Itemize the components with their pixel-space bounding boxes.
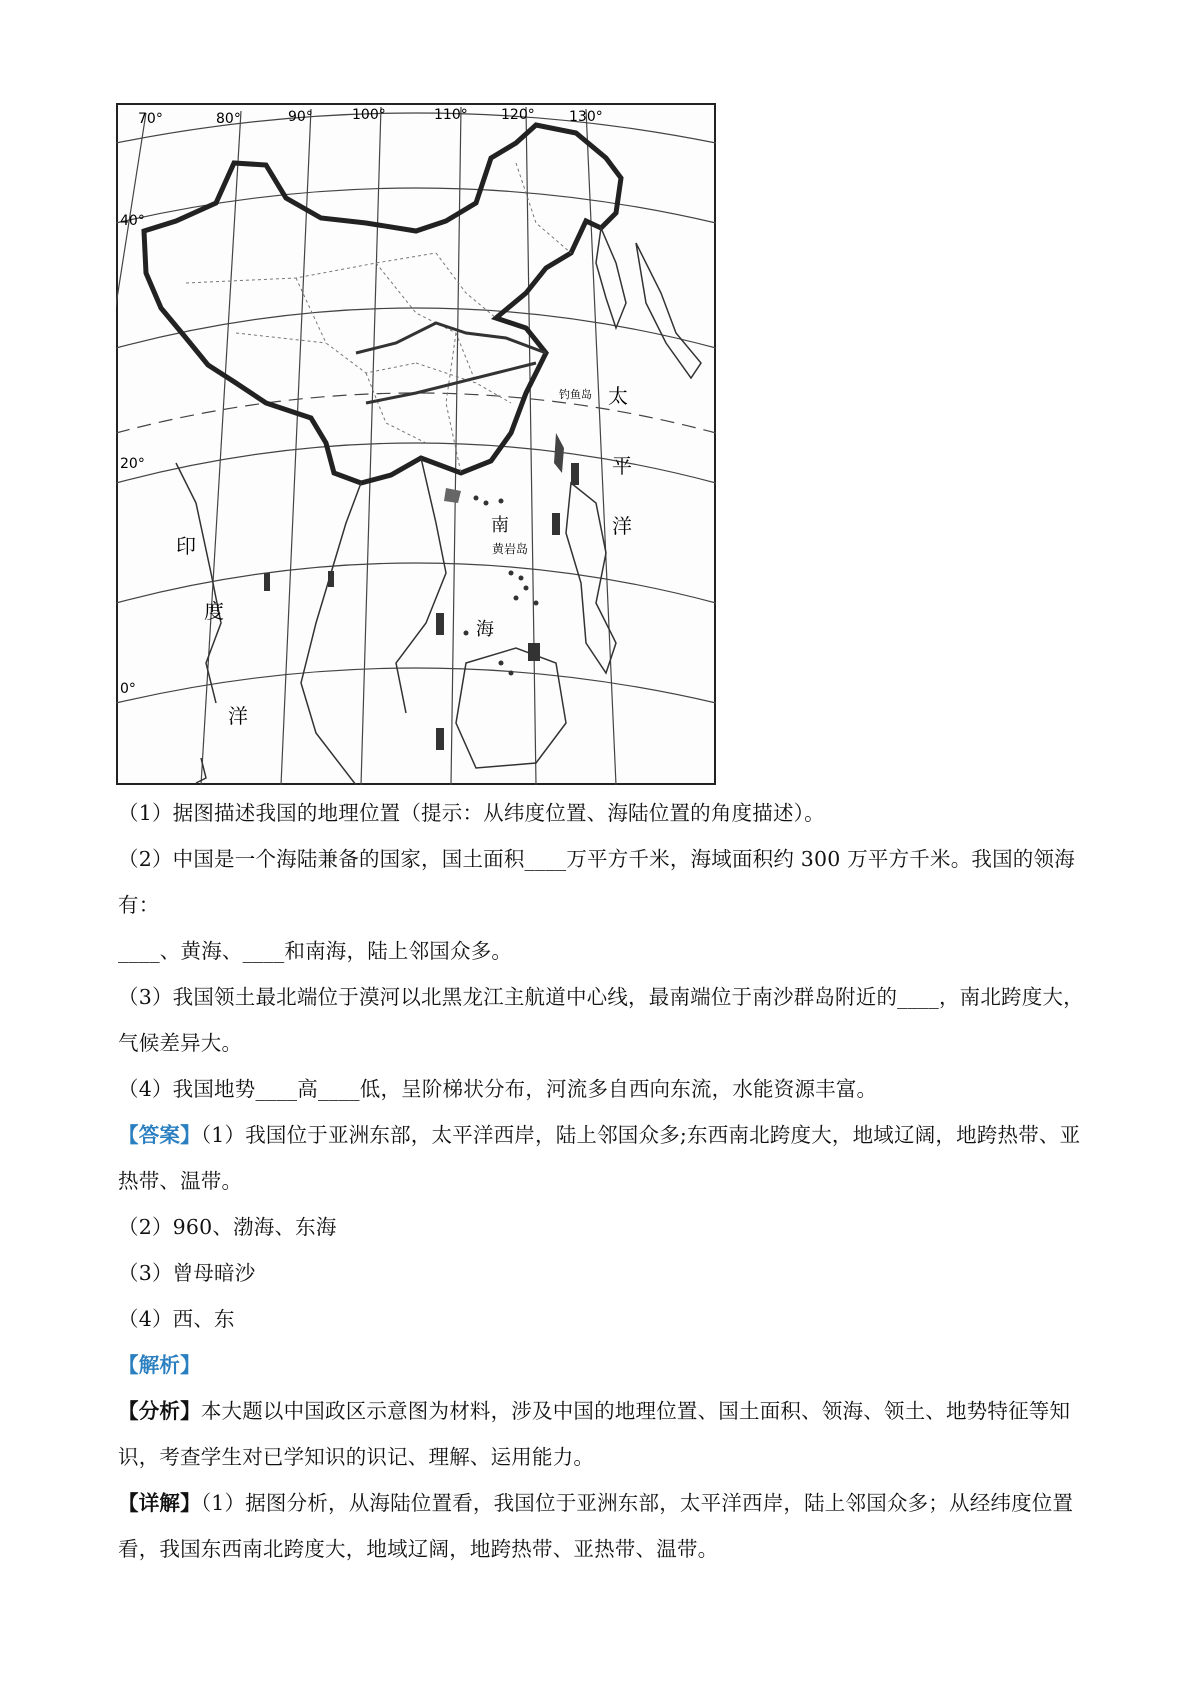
xiangjie-line-2: 看，我国东西南北跨度大，地域辽阔，地跨热带、亚热带、温带。 <box>118 1537 719 1561</box>
lon-label-130: 130° <box>569 109 603 125</box>
answer-2: （2）960、渤海、东海 <box>118 1215 337 1239</box>
lon-label-100: 100° <box>352 107 386 123</box>
label-diaoyu-island: 钓鱼岛 <box>559 388 592 401</box>
question-4: （4）我国地势____高____低，呈阶梯状分布，河流多自西向东流，水能资源丰富。 <box>118 1077 878 1101</box>
label-pacific-1: 太 <box>608 384 628 408</box>
lat-label-20: 20° <box>120 456 145 472</box>
fenxi-text: 本大题以中国政区示意图为材料，涉及中国的地理位置、国土面积、领海、领土、地势特征等知 <box>200 1399 1071 1423</box>
china-map-svg <box>116 103 716 785</box>
question-3-line-2: 气候差异大。 <box>118 1031 243 1055</box>
fenxi-tag: 【分析】 <box>118 1399 201 1423</box>
lon-label-70: 70° <box>138 111 163 127</box>
answer-1-line-2: 热带、温带。 <box>118 1169 243 1193</box>
answer-1-line-1 <box>118 1112 1108 1158</box>
label-indian-ocean-3: 洋 <box>228 704 248 728</box>
lon-label-90: 90° <box>288 109 313 125</box>
xiangjie-line-1 <box>118 1480 1108 1526</box>
answer-tag: 【答案】 <box>118 1123 201 1147</box>
label-south-sea-2: 海 <box>476 619 494 640</box>
label-indian-ocean-2: 度 <box>204 599 224 623</box>
lon-label-120: 120° <box>501 107 535 123</box>
question-2-line-2: ____、黄海、____和南海，陆上邻国众多。 <box>118 939 513 963</box>
lat-label-40: 40° <box>120 213 145 229</box>
question-2-line-1: （2）中国是一个海陆兼备的国家，国土面积____万平方千米，海域面积约 300 万平方千米。我国的领海有： <box>118 847 1075 917</box>
fenxi-line-2: 识，考查学生对已学知识的识记、理解、运用能力。 <box>118 1445 595 1469</box>
answer-3: （3）曾母暗沙 <box>118 1261 256 1285</box>
label-huangyan-island: 黄岩岛 <box>492 542 529 556</box>
china-map-figure <box>116 103 716 785</box>
answer-1-text: （1）我国位于亚洲东部，太平洋西岸，陆上邻国众多;东西南北跨度大，地域辽阔，地跨热带、亚 <box>200 1123 1081 1147</box>
question-1: （1）据图描述我国的地理位置（提示：从纬度位置、海陆位置的角度描述）。 <box>118 801 825 825</box>
label-pacific-3: 洋 <box>612 514 632 538</box>
lon-label-80: 80° <box>216 111 241 127</box>
fenxi-line-1 <box>118 1388 1108 1434</box>
answer-4: （4）西、东 <box>118 1307 235 1331</box>
analysis-tag: 【解析】 <box>118 1353 201 1377</box>
xiangjie-tag: 【详解】 <box>118 1491 201 1515</box>
label-indian-ocean-1: 印 <box>176 534 196 558</box>
label-pacific-2: 平 <box>612 454 632 478</box>
xiangjie-text: （1）据图分析，从海陆位置看，我国位于亚洲东部，太平洋西岸，陆上邻国众多；从经纬度位置 <box>200 1491 1074 1515</box>
label-south-sea-1: 南 <box>491 515 509 536</box>
lat-label-0: 0° <box>120 681 136 697</box>
question-3-line-1: （3）我国领土最北端位于漠河以北黑龙江主航道中心线，最南端位于南沙群岛附近的____，南北跨度大， <box>118 985 1084 1009</box>
document-body <box>118 790 1108 1572</box>
lon-label-110: 110° <box>434 107 468 123</box>
